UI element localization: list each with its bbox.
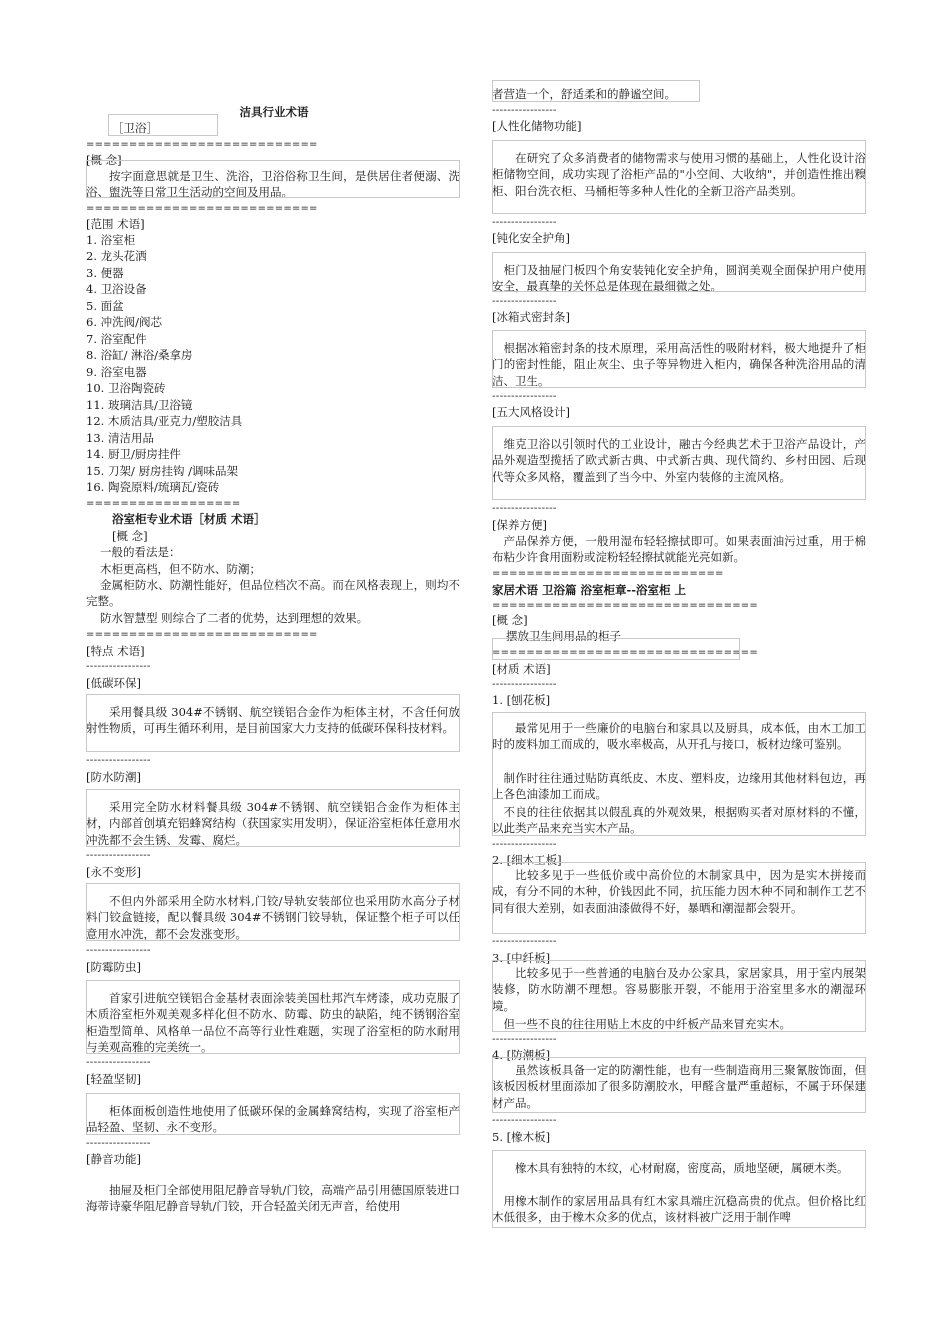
section-label-concept: [概 念] [492,613,528,627]
feature-paragraph: 首家引进航空镁铝合金基材表面涂装美国杜邦汽车烤漆，成功克服了木质浴室柜外观美观多样化但不防水、防霉、防虫的缺陷，纯不锈钢浴室柜造型简单、风格单一品位不高等行业性难题，实现了浴室柜的防水耐用与美观高雅的完美统一。 [86,991,460,1055]
list-item: 4. 卫浴设备 [86,282,147,296]
feature-paragraph: 在研究了众多消费者的储物需求与使用习惯的基础上，人性化设计浴柜储物空间，成功实现了浴柜产品的"小空间、大收纳"，并创造性推出糗柜、阳台洗衣柜、马桶柜等多种人性化的全新卫浴产品类别。 [492,151,866,198]
separator: ================== [86,498,241,509]
separator: ----------------- [492,839,557,850]
feature-heading: [永不变形] [86,865,141,879]
feature-paragraph: 柜门及抽屉门板四个角安装钝化安全护角，圆润美观全面保护用户使用安全，最真挚的关怀总是体现在最细微之处。 [492,263,866,294]
heading-bathroom: ［卫浴］ [112,121,158,135]
list-item: 16. 陶瓷原料/琉璃瓦/瓷砖 [86,480,220,494]
separator: ----------------- [492,679,557,690]
material-heading: 3. [中纤板] [492,951,551,965]
list-item: 14. 厨卫/厨房挂件 [86,447,181,461]
feature-heading: [冰箱式密封条] [492,310,570,324]
feature-paragraph: 根据冰箱密封条的技术原理，采用高活性的吸附材料，极大地提升了柜门的密封性能，阻止灰尘、虫子等异物进入柜内，确保各种洗浴用品的清洁、卫生。 [492,341,866,388]
feature-heading: [防水防潮] [86,770,141,784]
feature-paragraph: 维克卫浴以引领时代的工业设计，融古今经典艺术于卫浴产品设计，产品外观造型揽括了欧式新古典、中式新古典、现代简约、乡村田园、后现代等众多风格，覆盖到了当今中、外室内装修的主流风格。 [492,437,866,484]
material-paragraph: 最常见用于一些廉价的电脑台和家具以及厨具，成本低，由木工加工时的废料加工而成的，吸水率极高，从开孔与接口，板材边缘可鉴别。 [492,721,866,752]
feature-paragraph: 抽屉及柜门全部使用阻尼静音导轨/门铰，高端产品引用德国原装进口海蒂诗豪华阻尼静音导轨/门铰，开合轻盈关闭无声音，给使用 [86,1183,460,1214]
list-item: 15. 刀架/ 厨房挂钩 /调味品架 [86,464,239,478]
list-item: 13. 清洁用品 [86,431,154,445]
material-paragraph: 比较多见于一些低价或中高价位的木制家具中，因为是实木拼接而成，有分不同的木种，价钱因此不同，抗压能力因木种不同和制作工艺不同有很大差别，如表面油漆做得不好，暴晒和潮湿都会裂开。 [492,868,866,915]
feature-paragraph: 产品保养方便，一般用湿布轻轻擦拭即可。如果表面油污过重，用于棉布粘少许食用面粉或淀粉轻轻擦拭就能光亮如新。 [492,534,866,565]
separator: =============================== [492,647,758,658]
separator: =========================== [86,203,318,214]
paragraph: 金属柜防水、防潮性能好，但品位档次不高。而在风格表现上，则均不完整。 [86,578,460,609]
feature-heading: [低碳环保] [86,676,141,690]
text-line: 木柜更高档，但不防水、防潮； [100,562,261,576]
separator: ----------------- [492,296,557,307]
feature-heading: [静音功能] [86,1152,141,1166]
feature-paragraph: 采用完全防水材料餐具级 304#不锈钢、航空镁铝合金作为柜体主材，内部首创填充铝蜂窝结构（获国家实用发明），保证浴室柜体任意用水冲洗都不会生锈、发霉、腐烂。 [86,800,460,847]
material-paragraph: 制作时往往通过贴防真纸皮、木皮、塑料皮，边缘用其他材料包边，再上各色油漆加工而成。 [492,771,866,802]
heading-cabinet-terms: 浴室柜专业术语［材质 术语］ [112,512,266,526]
feature-heading: [防霉防虫] [86,960,141,974]
text-line: 者营造一个，舒适柔和的静谧空间。 [492,87,676,101]
text-line: 摆放卫生间用品的柜子 [506,629,621,643]
separator: ----------------- [492,217,557,228]
text-line: 一般的看法是： [100,545,181,559]
paragraph-concept: 按字面意思就是卫生、洗浴，卫浴俗称卫生间，是供居住者便溺、洗浴、盥洗等日常卫生活动的空间及用品。 [86,169,460,200]
feature-paragraph: 不但内外部采用全防水材料,门铰/导轨安装部位也采用防水高分子材料门铰盒链接，配以餐具级 304#不锈钢门铰导轨，保证整个柜子可以任意用水冲洗，都不会发涨变形。 [86,894,460,941]
list-item: 11. 玻璃洁具/卫浴镜 [86,398,193,412]
feature-heading: [五大风格设计] [492,405,570,419]
separator: ----------------- [86,945,151,956]
material-paragraph: 橡木具有独特的木纹，心材耐腐，密度高，质地坚硬，属硬木类。 [515,1161,849,1175]
separator: ----------------- [86,755,151,766]
heading-home-terms: 家居术语 卫浴篇 浴室柜章--浴室柜 上 [492,583,687,597]
material-paragraph: 但一些不良的往往用贴上木皮的中纤板产品来冒充实木。 [503,1017,791,1031]
separator: ----------------- [86,1138,151,1149]
separator: ----------------- [492,936,557,947]
material-heading: 5. [橡木板] [492,1130,551,1144]
section-label-scope: [范围 术语] [86,217,145,231]
separator: ----------------- [86,850,151,861]
list-item: 12. 木质洁具/亚克力/塑胶洁具 [86,414,243,428]
material-paragraph: 不良的往往依据其以假乱真的外观效果，根据购买者对原材料的不懂，以此类产品来充当实木产品。 [492,805,866,836]
feature-paragraph: 柜体面板创造性地使用了低碳环保的金属蜂窝结构，实现了浴室柜产品轻盈、坚韧、永不变形。 [86,1104,460,1135]
separator: =============================== [492,600,758,611]
document-title: 洁具行业术语 [239,105,309,119]
list-item: 1. 浴室柜 [86,233,136,247]
separator: =========================== [86,139,318,150]
feature-paragraph: 采用餐具级 304#不锈钢、航空镁铝合金作为柜体主材，不含任何放射性物质，可再生循环利用，是目前国家大力支持的低碳环保科技材料。 [86,705,460,736]
separator: =========================== [86,629,318,640]
list-item: 3. 便器 [86,266,124,280]
list-item: 10. 卫浴陶瓷砖 [86,381,166,395]
feature-heading: [保养方便] [492,518,547,532]
separator: ----------------- [86,661,151,672]
feature-heading: [轻盈坚韧] [86,1072,141,1086]
section-label-materials: [材质 术语] [492,662,551,676]
material-paragraph: 虽然该板具备一定的防潮性能，也有一些制造商用三聚氰胺饰面，但该板因板材里面添加了很多防潮胶水，甲醛含量严重超标，不属于环保建材产品。 [492,1063,866,1110]
material-heading: 1. [刨花板] [492,693,551,707]
material-paragraph: 比较多见于一些普通的电脑台及办公家具，家居家具，用于室内展架装修，防水防潮不理想。容易膨胀开裂，不能用于浴室里多水的潮湿环境。 [492,966,866,1013]
list-item: 8. 浴缸/ 淋浴/桑拿房 [86,348,193,362]
separator: ----------------- [492,391,557,402]
separator: ----------------- [492,503,557,514]
material-paragraph: 用橡木制作的家居用品具有红木家具端庄沉稳高贵的优点。但价格比红木低很多，由于橡木众多的优点，该材料被广泛用于制作啤 [492,1194,866,1225]
section-label-concept: [概 念] [86,153,122,167]
material-heading: 4. [防潮板] [492,1048,551,1062]
list-item: 6. 冲洗阀/阀芯 [86,315,163,329]
separator: ----------------- [492,1034,557,1045]
list-item: 5. 面盆 [86,299,124,313]
feature-heading: [钝化安全护角] [492,231,570,245]
list-item: 9. 浴室电器 [86,365,147,379]
separator: ----------------- [86,1057,151,1068]
text-line: 防水智慧型 则综合了二者的优势，达到理想的效果。 [100,611,369,625]
list-item: 7. 浴室配件 [86,332,147,346]
separator: =========================== [492,568,724,579]
separator: ----------------- [492,1115,557,1126]
list-item: 2. 龙头花洒 [86,249,147,263]
separator: ----------------- [492,105,557,116]
material-heading: 2. [细木工板] [492,853,562,867]
section-label-concept: [概 念] [112,529,148,543]
feature-heading: [人性化储物功能] [492,119,582,133]
section-label-features: [特点 术语] [86,644,145,658]
